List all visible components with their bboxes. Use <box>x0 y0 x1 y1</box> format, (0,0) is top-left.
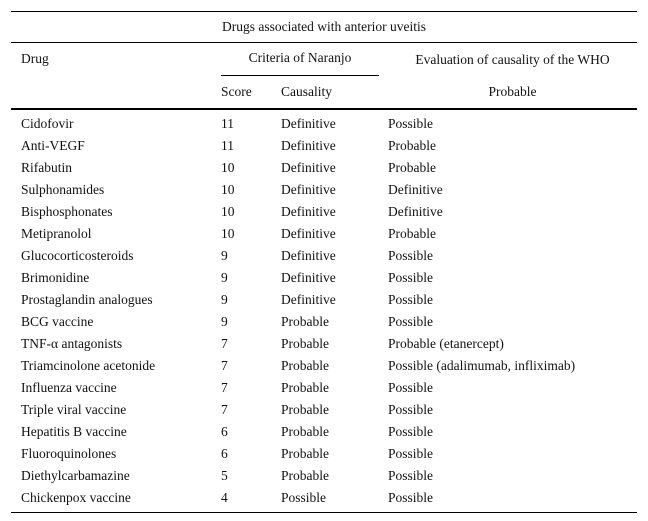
cell-causality: Probable <box>281 380 329 395</box>
header-score: Score <box>221 84 252 99</box>
cell-score: 10 <box>221 160 235 175</box>
cell-who: Possible <box>388 402 434 417</box>
cell-causality: Definitive <box>281 182 336 197</box>
cell-drug: Bisphosphonates <box>21 204 113 219</box>
uveitis-drug-table <box>11 11 637 513</box>
cell-who: Possible (adalimumab, infliximab) <box>388 358 576 373</box>
table-row <box>11 201 637 223</box>
cell-who: Definitive <box>388 182 443 197</box>
cell-drug: Fluoroquinolones <box>21 446 117 461</box>
cell-score: 9 <box>221 248 228 263</box>
cell-who: Possible <box>388 116 434 131</box>
cell-score: 9 <box>221 314 228 329</box>
cell-who: Possible <box>388 314 434 329</box>
table-row <box>11 443 637 465</box>
table-row <box>11 377 637 399</box>
cell-causality: Probable <box>281 314 329 329</box>
cell-drug: Prostaglandin analogues <box>21 292 153 307</box>
cell-score: 7 <box>221 358 228 373</box>
cell-score: 7 <box>221 336 228 351</box>
cell-score: 10 <box>221 204 235 219</box>
cell-who: Probable <box>388 226 436 241</box>
table-row <box>11 135 637 157</box>
header-who-probable: Probable <box>488 84 537 99</box>
cell-causality: Probable <box>281 424 329 439</box>
cell-who: Probable <box>388 160 436 175</box>
header-drug: Drug <box>21 51 49 66</box>
cell-drug: Brimonidine <box>21 270 90 285</box>
cell-causality: Probable <box>281 358 329 373</box>
table-row <box>11 465 637 487</box>
cell-causality: Definitive <box>281 270 336 285</box>
drug-table-container <box>11 11 637 513</box>
cell-causality: Probable <box>281 336 329 351</box>
cell-causality: Probable <box>281 402 329 417</box>
cell-causality: Probable <box>281 446 329 461</box>
cell-who: Possible <box>388 270 434 285</box>
cell-drug: Hepatitis B vaccine <box>21 424 127 439</box>
cell-drug: Sulphonamides <box>21 182 105 197</box>
cell-drug: BCG vaccine <box>21 314 94 329</box>
cell-score: 6 <box>221 446 228 461</box>
cell-who: Possible <box>388 424 434 439</box>
table-caption: Drugs associated with anterior uveitis <box>11 12 637 43</box>
cell-drug: Glucocorticosteroids <box>21 248 134 263</box>
cell-drug: Triple viral vaccine <box>21 402 127 417</box>
cell-causality: Definitive <box>281 226 336 241</box>
table-row <box>11 487 637 513</box>
cell-who: Possible <box>388 468 434 483</box>
cell-score: 9 <box>221 292 228 307</box>
cell-who: Possible <box>388 248 434 263</box>
table-row <box>11 245 637 267</box>
table-row <box>11 289 637 311</box>
cell-score: 7 <box>221 380 228 395</box>
cell-causality: Definitive <box>281 204 336 219</box>
cell-who: Possible <box>388 446 434 461</box>
cell-score: 11 <box>221 138 234 153</box>
table-row <box>11 333 637 355</box>
cell-score: 7 <box>221 402 228 417</box>
cell-drug: Metipranolol <box>21 226 92 241</box>
cell-causality: Definitive <box>281 248 336 263</box>
cell-drug: TNF-α antagonists <box>21 336 123 351</box>
table-row <box>11 399 637 421</box>
cell-who: Possible <box>388 380 434 395</box>
cell-score: 9 <box>221 270 228 285</box>
table-row <box>11 311 637 333</box>
table-body <box>11 109 637 513</box>
header-naranjo-group <box>221 43 388 77</box>
cell-causality: Definitive <box>281 292 336 307</box>
cell-drug: Chickenpox vaccine <box>21 490 131 505</box>
table-row <box>11 267 637 289</box>
cell-causality: Definitive <box>281 116 336 131</box>
cell-who: Probable <box>388 138 436 153</box>
cell-drug: Rifabutin <box>21 160 72 175</box>
cell-drug: Cidofovir <box>21 116 74 131</box>
table-row <box>11 179 637 201</box>
header-row-group <box>11 43 637 77</box>
cell-score: 10 <box>221 226 235 241</box>
table-row <box>11 157 637 179</box>
table-row <box>11 223 637 245</box>
header-naranjo-label: Criteria of Naranjo <box>221 43 379 76</box>
cell-causality: Probable <box>281 468 329 483</box>
table-row <box>11 421 637 443</box>
table-row <box>11 355 637 377</box>
cell-score: 4 <box>221 490 228 505</box>
cell-causality: Possible <box>281 490 327 505</box>
cell-score: 11 <box>221 116 234 131</box>
cell-drug: Diethylcarbamazine <box>21 468 130 483</box>
table-row <box>11 109 637 135</box>
cell-who: Definitive <box>388 204 443 219</box>
cell-drug: Influenza vaccine <box>21 380 117 395</box>
cell-who: Possible <box>388 490 434 505</box>
table-caption-row <box>11 12 637 43</box>
cell-who: Probable (etanercept) <box>388 336 504 351</box>
cell-who: Possible <box>388 292 434 307</box>
cell-drug: Anti-VEGF <box>21 138 85 153</box>
header-causality: Causality <box>281 84 332 99</box>
header-who-group: Evaluation of causality of the WHO <box>415 51 610 67</box>
cell-causality: Definitive <box>281 138 336 153</box>
cell-drug: Triamcinolone acetonide <box>21 358 156 373</box>
cell-score: 5 <box>221 468 228 483</box>
cell-causality: Definitive <box>281 160 336 175</box>
cell-score: 6 <box>221 424 228 439</box>
cell-score: 10 <box>221 182 235 197</box>
